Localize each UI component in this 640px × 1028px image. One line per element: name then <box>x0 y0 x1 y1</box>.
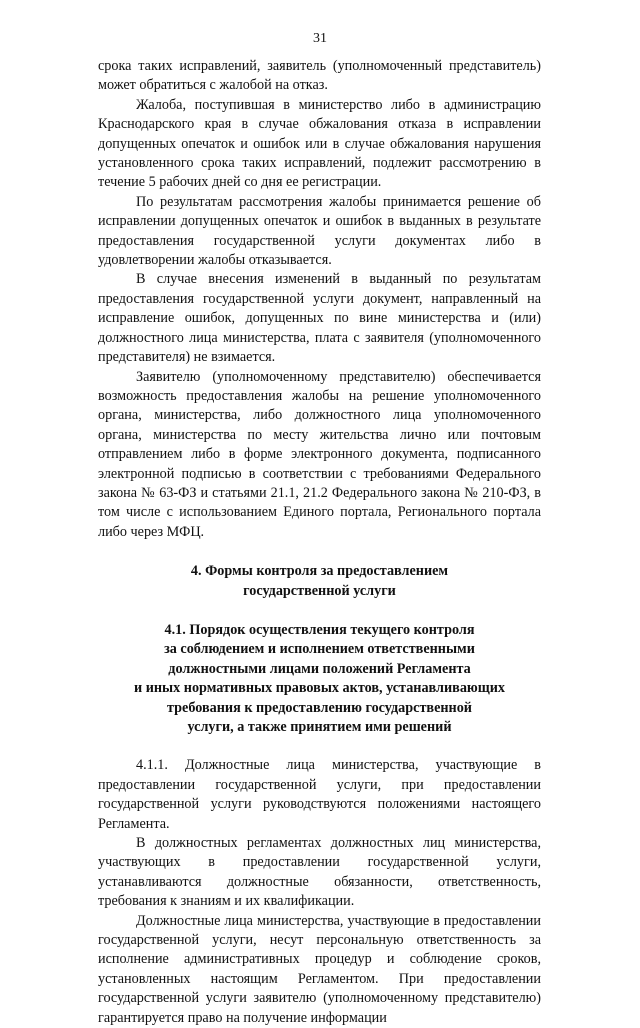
paragraph: По результатам рассмотрения жалобы принимается решение об исправлении допущенных опечаток и ошибок в выданных в результате предоставления государственной услуги документах либо в удовлетворении жалобы отказывается. <box>98 193 541 269</box>
section-heading-line: 4. Формы контроля за предоставлением <box>190 563 449 580</box>
subsection-heading-line: 4.1. Порядок осуществления текущего контроля <box>164 621 475 638</box>
subsection-heading-line: и иных нормативных правовых актов, устанавливающих <box>133 680 506 697</box>
paragraph: срока таких исправлений, заявитель (уполномоченный представитель) может обратиться с жалобой на отказ. <box>98 58 541 94</box>
paragraph: Заявителю (уполномоченному представителю) обеспечивается возможность предоставления жалобы на решение уполномоченного органа, министерства, либо должностного лица уполномоченного органа, министерства по месту жительства лично или почтовым отправлением либо в форме электронного документа, подписанного электронной подписью в соответствии с требованиями Федерального закона № 63-ФЗ и статьями 21.1, 21.2 Федерального закона № 210-ФЗ, в том числе с использованием Единого портала, Регионального портала либо через МФЦ. <box>98 368 541 540</box>
page-content <box>98 57 541 1028</box>
subsection-heading-line: услуги, а также принятием ими решений <box>187 719 452 735</box>
subsection-heading-line: требования к предоставлению государственной <box>167 699 472 716</box>
section-heading <box>98 562 541 601</box>
paragraph: В случае внесения изменений в выданный по результатам предоставления государственной услуги документ, направленный на исправление ошибок, допущенных по вине министерства и (или) должностного лица министерства, плата с заявителя (уполномоченного представителя) не взимается. <box>98 271 541 366</box>
subsection-heading-line: за соблюдением и исполнением ответственными <box>164 641 475 658</box>
subsection-heading <box>98 621 541 737</box>
paragraph: 4.1.1. Должностные лица министерства, участвующие в предоставлении государственной услуги, при предоставлении государственной услуги руководствуются положениями настоящего Регламента. <box>98 757 541 832</box>
paragraph: Должностные лица министерства, участвующие в предоставлении государственной услуги, несут персональную ответственность за исполнение административных процедур и соблюдение сроков, установленных настоящим Регламентом. При предоставлении государственной услуги заявителю (уполномоченному представителю) гарантируется право на получение информации <box>98 912 541 1026</box>
subsection-heading-line: должностными лицами положений Регламента <box>168 660 471 677</box>
section-heading-line: государственной услуги <box>243 582 396 599</box>
page-number: 31 <box>313 31 327 46</box>
paragraph: Жалоба, поступившая в министерство либо в администрацию Краснодарского края в случае обжалования отказа в исправлении допущенных опечаток и ошибок или в случае обжалования нарушения установленного срока таких исправлений, подлежит рассмотрению в течение 5 рабочих дней со дня ее регистрации. <box>98 96 541 191</box>
paragraph: В должностных регламентах должностных лиц министерства, участвующих в предоставлении государственной услуги, устанавливаются должностные обязанности, ответственность, требования к знаниям и их квалификации. <box>98 835 541 910</box>
